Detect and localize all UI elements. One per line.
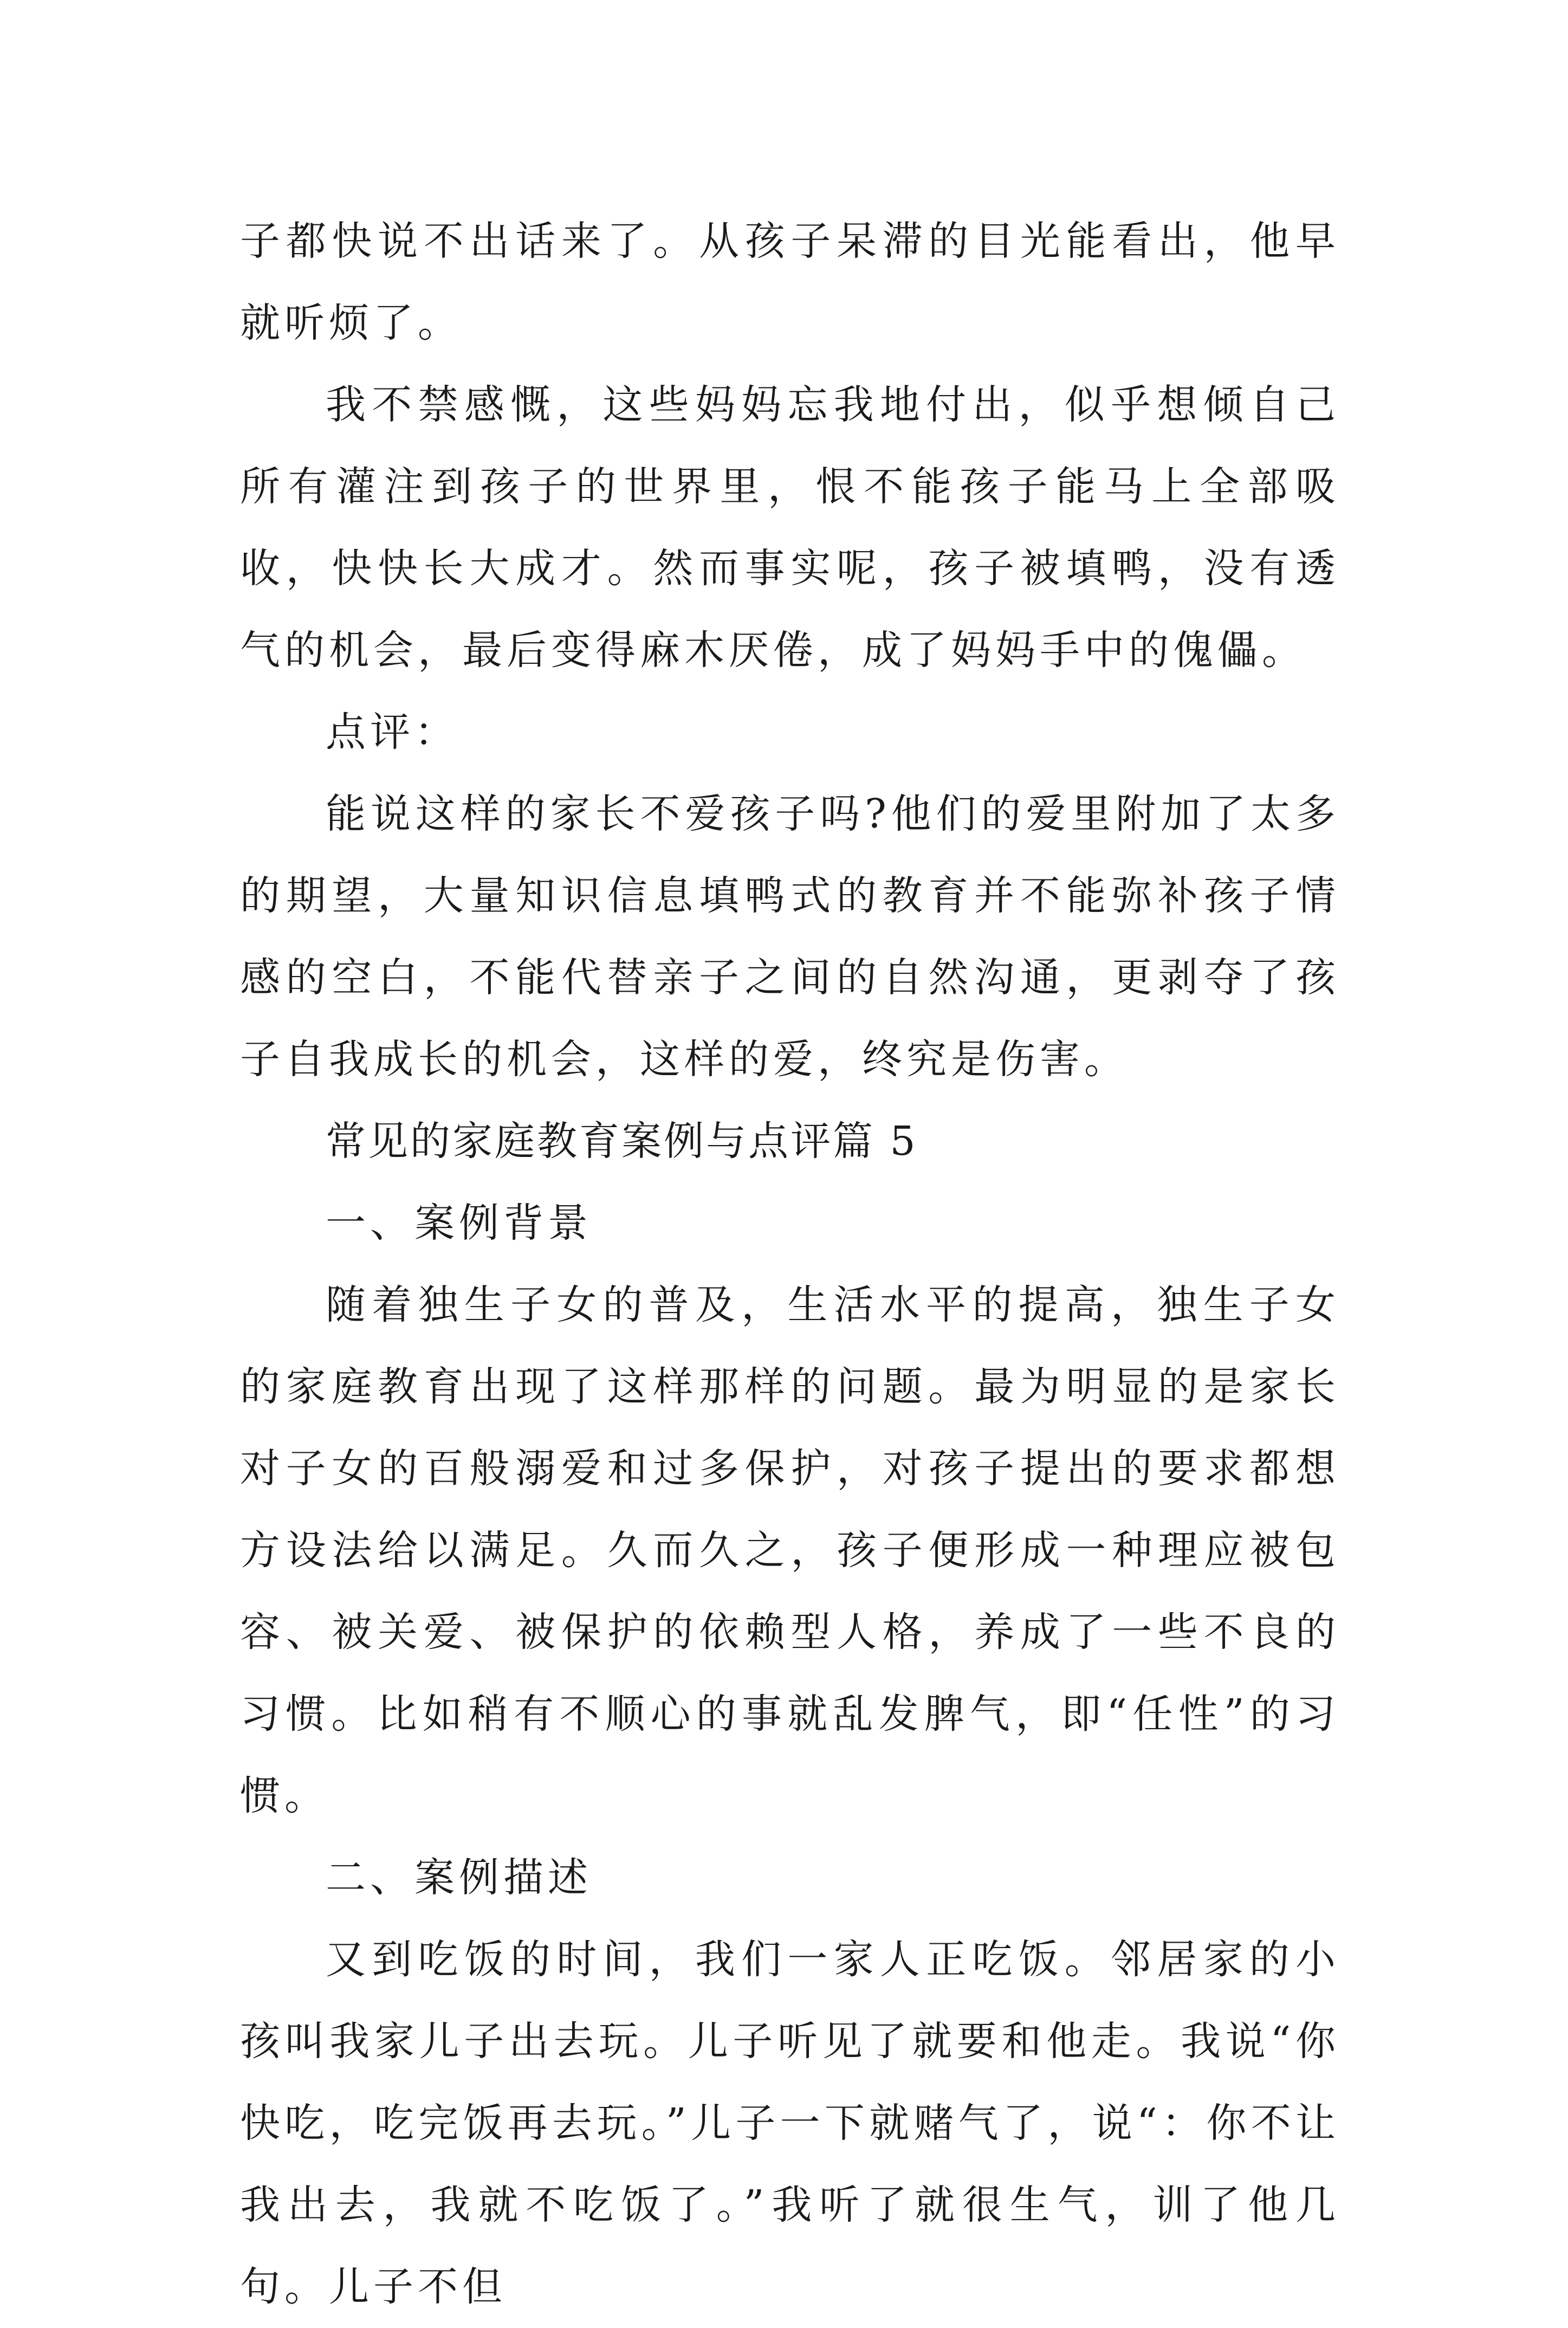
heading-case-background: 一、案例背景: [326, 1200, 592, 1246]
paragraph-continuation: 子都快说不出话来了。从孩子呆滞的目光能看出，他早就听烦了。: [240, 218, 1340, 346]
comment-label: 点评：: [326, 709, 459, 755]
paragraph-comment: 能说这样的家长不爱孩子吗?他们的爱里附加了太多的期望，大量知识信息填鸭式的教育并不能弥补孩子情感的空白，不能代替亲子之间的自然沟通，更剥夺了孩子自我成长的机会，这样的爱，终究是伤害。: [240, 791, 1340, 1083]
document-body: [240, 201, 1340, 2328]
paragraph-description: 又到吃饭的时间，我们一家人正吃饭。邻居家的小孩叫我家儿子出去玩。儿子听见了就要和他走。我说“你快吃，吃完饭再去玩。”儿子一下就赌气了，说“：你不让我出去，我就不吃饭了。”我听了就很生气，训了他几句。儿子不但: [240, 1936, 1340, 2310]
paragraph-reflection: 我不禁感慨，这些妈妈忘我地付出，似乎想倾自己所有灌注到孩子的世界里，恨不能孩子能马上全部吸收，快快长大成才。然而事实呢，孩子被填鸭，没有透气的机会，最后变得麻木厌倦，成了妈妈手中的傀儡。: [240, 381, 1340, 674]
paragraph-background: 随着独生子女的普及，生活水平的提高，独生子女的家庭教育出现了这样那样的问题。最为明显的是家长对子女的百般溺爱和过多保护，对孩子提出的要求都想方设法给以满足。久而久之，孩子便形成一种理应被包容、被关爱、被保护的依赖型人格，养成了一些不良的习惯。比如稍有不顺心的事就乱发脾气，即“任性”的习惯。: [240, 1282, 1340, 1819]
heading-case-description: 二、案例描述: [326, 1854, 592, 1901]
section-title: 常见的家庭教育案例与点评篇 5: [326, 1118, 918, 1165]
